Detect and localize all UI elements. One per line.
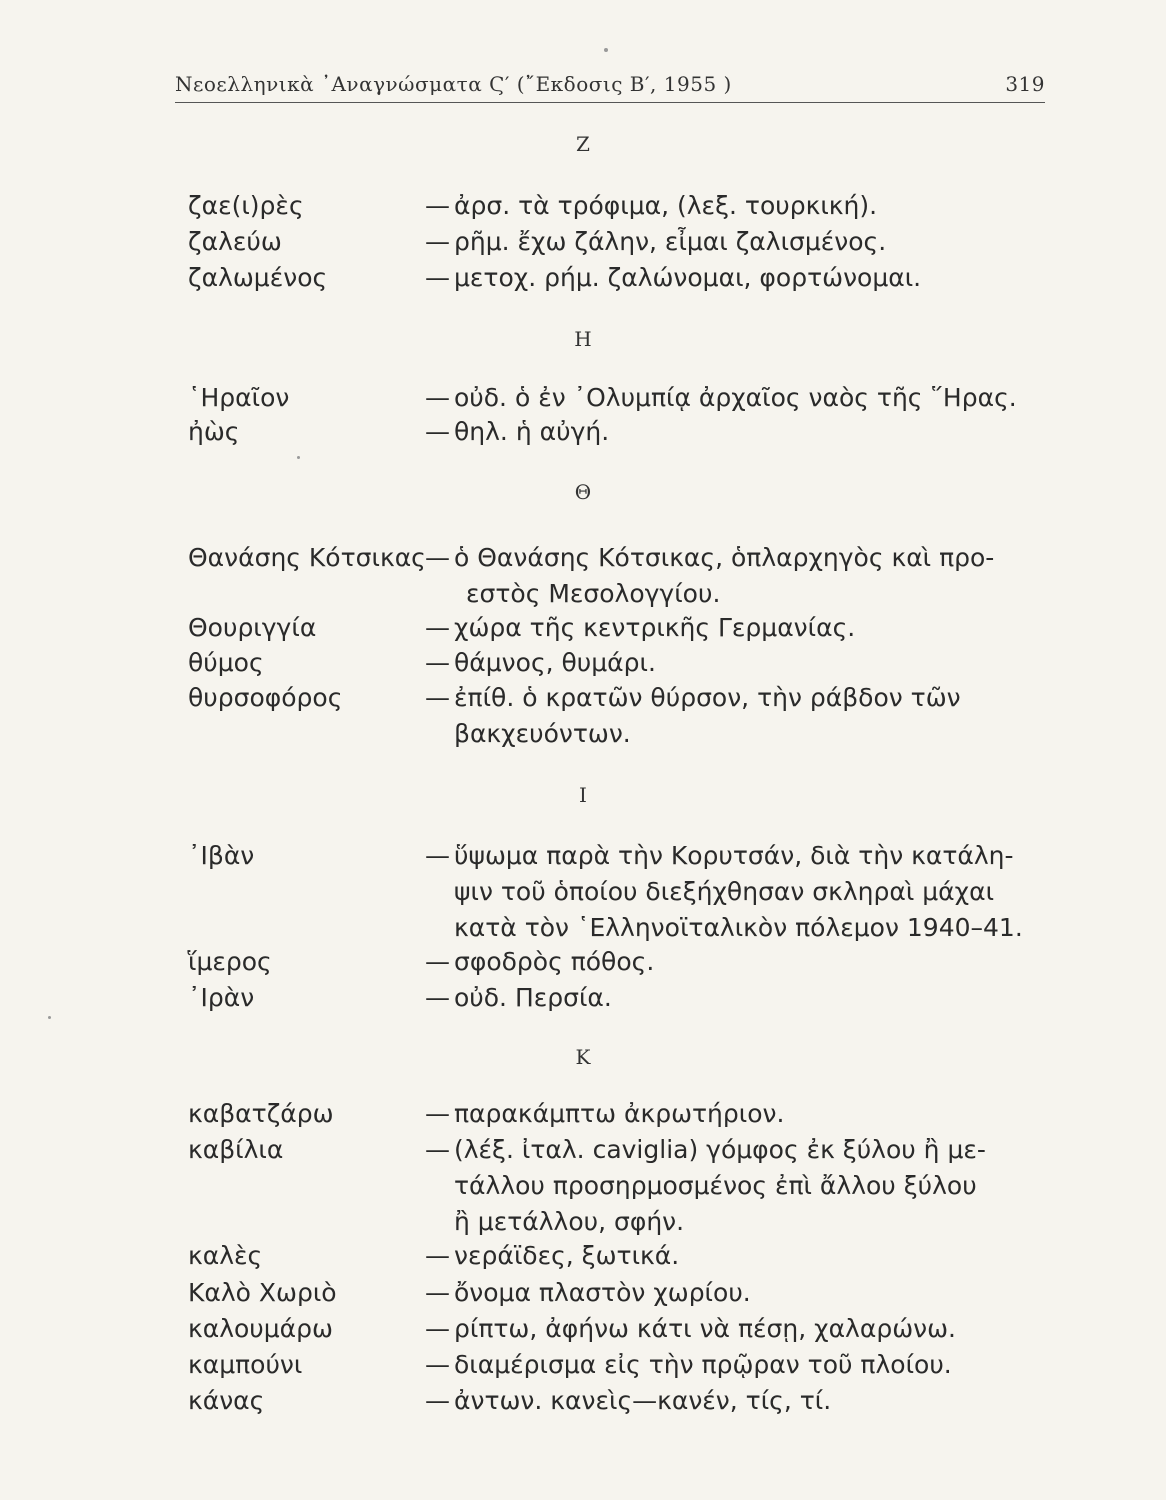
entry-term: καλὲς [188, 1241, 263, 1270]
definition-line: ψιν τοῦ ὁποίου διεξήχθησαν σκληραὶ μάχαι [454, 877, 995, 906]
entry-term: καμπούνι [188, 1350, 303, 1379]
print-speck [48, 1016, 51, 1019]
definition-line: ἐπίθ. ὁ κρατῶν θύρσον, τὴν ράβδον τῶν [454, 683, 961, 712]
section-letter-zeta: Ζ [576, 132, 590, 156]
header-rule [175, 102, 1045, 103]
entry-term: καβίλια [188, 1135, 284, 1164]
entry-definition [454, 1311, 1046, 1347]
entry-definition [454, 645, 1046, 681]
definition-line: εστὸς Μεσολογγίου. [466, 579, 721, 608]
entry-dash: — [425, 1386, 450, 1415]
definition-line: οὐδ. ὁ ἐν ᾿Ολυμπίᾳ ἀρχαῖος ναὸς τῆς ῞Ηρας. [454, 383, 1017, 412]
entry-definition [454, 260, 1046, 296]
entry-dash: — [425, 1135, 450, 1164]
section-letter-kappa: Κ [575, 1045, 591, 1069]
entry-dash: — [425, 683, 450, 712]
entry-definition [454, 1383, 1046, 1419]
entry-definition [454, 188, 1046, 224]
definition-line: σφοδρὸς πόθος. [454, 947, 655, 976]
section-letter-iota: Ι [579, 783, 587, 807]
definition-line: χώρα τῆς κεντρικῆς Γερμανίας. [454, 613, 856, 642]
definition-line: νεράϊδες, ξωτικά. [454, 1241, 680, 1270]
definition-line: ὕψωμα παρὰ τὴν Κορυτσάν, διὰ τὴν κατάλη- [454, 841, 1014, 870]
definition-line: παρακάμπτω ἀκρωτήριον. [454, 1099, 785, 1128]
entry-definition [454, 414, 1046, 450]
entry-term: Καλὸ Χωριὸ [188, 1278, 337, 1307]
entry-term: Θουριγγία [188, 613, 317, 642]
definition-line: (λέξ. ἰταλ. caviglia) γόμφος ἐκ ξύλου ἢ με- [454, 1135, 986, 1164]
entry-dash: — [425, 841, 450, 870]
entry-definition [454, 224, 1046, 260]
entry-dash: — [425, 227, 450, 256]
entry-term: Θανάσης Κότσικας [188, 543, 426, 572]
definition-line: ὄνομα πλαστὸν χωρίου. [454, 1278, 751, 1307]
entry-term: ῾Ηραῖον [188, 383, 290, 412]
entry-dash: — [425, 613, 450, 642]
definition-line: ἀρσ. τὰ τρόφιμα, (λεξ. τουρκική). [454, 191, 878, 220]
entry-definition [454, 610, 1046, 646]
entry-dash: — [425, 947, 450, 976]
entry-term: κάνας [188, 1386, 265, 1415]
page-number: 319 [1005, 72, 1045, 96]
entry-definition [454, 1132, 1046, 1240]
entry-term: ᾿Ιρὰν [188, 983, 255, 1012]
definition-line: ρῆμ. ἔχω ζάλην, εἶμαι ζαλισμένος. [454, 227, 887, 256]
entry-dash: — [425, 417, 450, 446]
entry-dash: — [425, 1314, 450, 1343]
entry-dash: — [425, 191, 450, 220]
entry-definition [454, 1275, 1046, 1311]
entry-definition [454, 680, 1046, 752]
entry-dash: — [425, 1099, 450, 1128]
definition-line: θηλ. ἡ αὐγή. [454, 417, 610, 446]
entry-definition [454, 540, 1046, 612]
entry-definition [454, 1096, 1046, 1132]
section-letter-theta: Θ [574, 480, 592, 504]
entry-definition [454, 838, 1046, 946]
section-letter-eta: Η [574, 327, 592, 351]
entry-definition [454, 980, 1046, 1016]
entry-term: ἠὼς [188, 417, 240, 446]
entry-definition [454, 1238, 1046, 1274]
entry-term: ἵμερος [188, 947, 272, 976]
entry-dash: — [425, 263, 450, 292]
definition-line: θάμνος, θυμάρι. [454, 648, 656, 677]
definition-line: ὁ Θανάσης Κότσικας, ὁπλαρχηγὸς καὶ προ- [454, 543, 995, 572]
entry-dash: — [425, 983, 450, 1012]
definition-line: βακχευόντων. [454, 719, 631, 748]
entry-dash: — [425, 383, 450, 412]
header-title: Νεοελληνικὰ ᾿Αναγνώσματα Ϛ′ (῎Εκδοσις Β′, 1955 ) [175, 72, 732, 96]
entry-dash: — [425, 1350, 450, 1379]
entry-dash: — [425, 543, 450, 572]
entry-term: θυρσοφόρος [188, 683, 343, 712]
definition-line: ρίπτω, ἀφήνω κάτι νὰ πέσῃ, χαλαρώνω. [454, 1314, 956, 1343]
entry-definition [454, 944, 1046, 980]
entry-term: ζαε(ι)ρὲς [188, 191, 304, 220]
entry-dash: — [425, 1241, 450, 1270]
print-speck [604, 48, 608, 52]
definition-line: τάλλου προσηρμοσμένος ἐπὶ ἄλλου ξύλου [454, 1171, 977, 1200]
definition-line: μετοχ. ρήμ. ζαλώνομαι, φορτώνομαι. [454, 263, 922, 292]
entry-dash: — [425, 1278, 450, 1307]
entry-term: ζαλεύω [188, 227, 282, 256]
entry-term: ζαλωμένος [188, 263, 328, 292]
entry-term: θύμος [188, 648, 264, 677]
print-speck [297, 456, 300, 459]
definition-line: ἀντων. κανεὶς—κανέν, τίς, τί. [454, 1386, 832, 1415]
definition-line: οὐδ. Περσία. [454, 983, 612, 1012]
entry-definition [454, 1347, 1046, 1383]
definition-line: διαμέρισμα εἰς τὴν πρῷραν τοῦ πλοίου. [454, 1350, 952, 1379]
entry-term: καλουμάρω [188, 1314, 333, 1343]
definition-line: κατὰ τὸν ῾Ελληνοϊταλικὸν πόλεμον 1940–41. [454, 913, 1023, 942]
entry-term: καβατζάρω [188, 1099, 334, 1128]
entry-dash: — [425, 648, 450, 677]
entry-definition [454, 380, 1046, 416]
entry-term: ᾿Ιβὰν [188, 841, 255, 870]
definition-line: ἢ μετάλλου, σφήν. [454, 1207, 685, 1236]
